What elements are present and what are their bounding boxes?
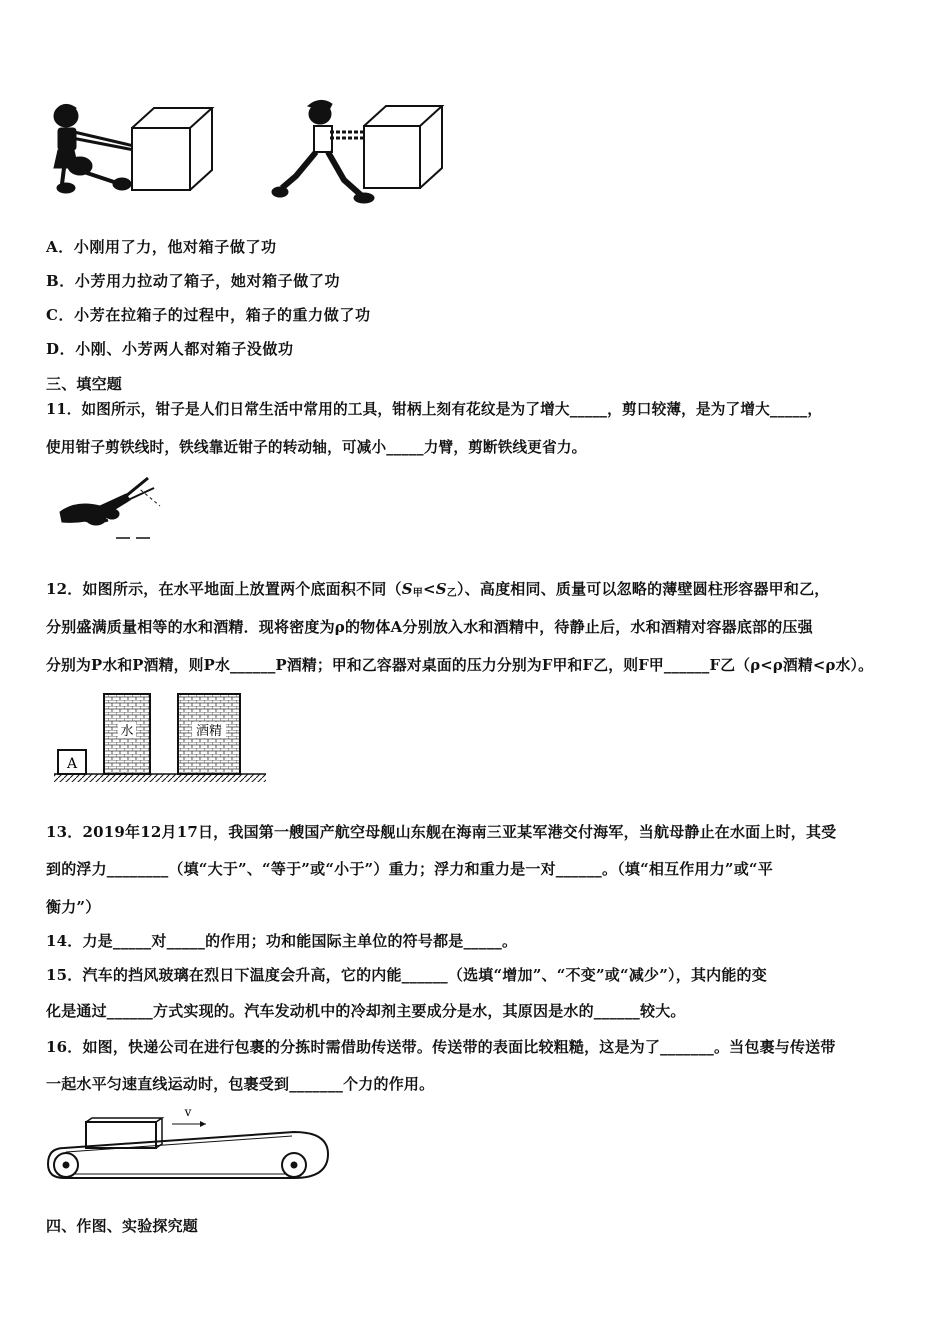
q12-sub-jia: 甲 <box>412 588 423 599</box>
box-left <box>132 108 212 190</box>
q12-text-1a: 12．如图所示，在水平地面上放置两个底面积不同（ <box>46 580 402 598</box>
q12-line-3: 分别为P水和P酒精，则P水______P酒精；甲和乙容器对桌面的压力分别为F甲和F乙，则F甲______F乙（ρ<ρ酒精<ρ水）。 <box>46 657 874 674</box>
q12-s: S <box>401 580 413 598</box>
option-a: A．小刚用了力，他对箱子做了功 <box>46 238 277 256</box>
containers-figure <box>52 688 272 786</box>
q12-s2: S <box>435 580 447 598</box>
container-yi-alcohol <box>178 694 240 774</box>
q16-line-2: 一起水平匀速直线运动时，包裹受到_______个力的作用。 <box>46 1075 435 1093</box>
q12-line-1 <box>46 578 829 599</box>
water-label: 水 <box>120 724 134 739</box>
option-d: D．小刚、小芳两人都对箱子没做功 <box>46 340 294 358</box>
q12-sub-yi: 乙 <box>446 588 457 599</box>
velocity-label: v <box>184 1105 192 1119</box>
q11-line-2: 使用钳子剪铁线时，铁线靠近钳子的转动轴，可减小_____力臂，剪断铁线更省力。 <box>46 439 587 456</box>
option-b: B．小芳用力拉动了箱子，她对箱子做了功 <box>46 272 341 290</box>
block-a <box>58 750 86 774</box>
q15-line-2: 化是通过______方式实现的。汽车发动机中的冷却剂主要成分是水，其原因是水的______较大。 <box>46 1002 686 1020</box>
option-c: C．小芳在拉箱子的过程中，箱子的重力做了功 <box>46 306 371 324</box>
q11-line-1: 11．如图所示，钳子是人们日常生活中常用的工具，钳柄上刻有花纹是为了增大_____，剪口较薄，是为了增大_____， <box>46 401 823 418</box>
box-right <box>364 106 442 188</box>
pliers-figure <box>56 472 166 544</box>
q12-line-2: 分别盛满质量相等的水和酒精．现将密度为ρ的物体A分别放入水和酒精中，待静止后，水和酒精对容器底部的压强 <box>46 618 813 636</box>
q12-text-1b: ）、高度相同、质量可以忽略的薄壁圆柱形容器甲和乙， <box>456 580 830 598</box>
girl-pulling-figure <box>272 100 374 203</box>
conveyor-figure <box>46 1102 336 1188</box>
boy-pushing-figure <box>54 104 134 193</box>
q13-line-2: 到的浮力________（填“大于”、“等于”或“小于”）重力；浮力和重力是一对______。（填“相互作用力”或“平 <box>46 860 773 878</box>
alcohol-label: 酒精 <box>195 724 223 739</box>
container-jia-water <box>104 694 150 774</box>
ground-hatch <box>54 774 266 782</box>
q12-lt: < <box>422 580 436 598</box>
section-3-title: 三、填空题 <box>46 375 123 393</box>
block-a-label: A <box>66 756 78 772</box>
q13-line-1: 13．2019年12月17日，我国第一艘国产航空母舰山东舰在海南三亚某军港交付海军，当航母静止在水面上时，其受 <box>46 823 837 841</box>
q14-line: 14．力是_____对_____的作用；功和能国际主单位的符号都是_____。 <box>46 932 518 950</box>
q15-line-1: 15．汽车的挡风玻璃在烈日下温度会升高，它的内能______（选填“增加”、“不变”或“减少”），其内能的变 <box>46 966 767 984</box>
section-4-title: 四、作图、实验探究题 <box>46 1217 199 1235</box>
velocity-arrow <box>172 1105 206 1127</box>
q13-line-3: 衡力”） <box>46 898 101 916</box>
q16-line-1: 16．如图，快递公司在进行包裹的分拣时需借助传送带。传送带的表面比较粗糙，这是为了_______。当包裹与传送带 <box>46 1038 836 1056</box>
boxes-figure <box>44 96 454 206</box>
